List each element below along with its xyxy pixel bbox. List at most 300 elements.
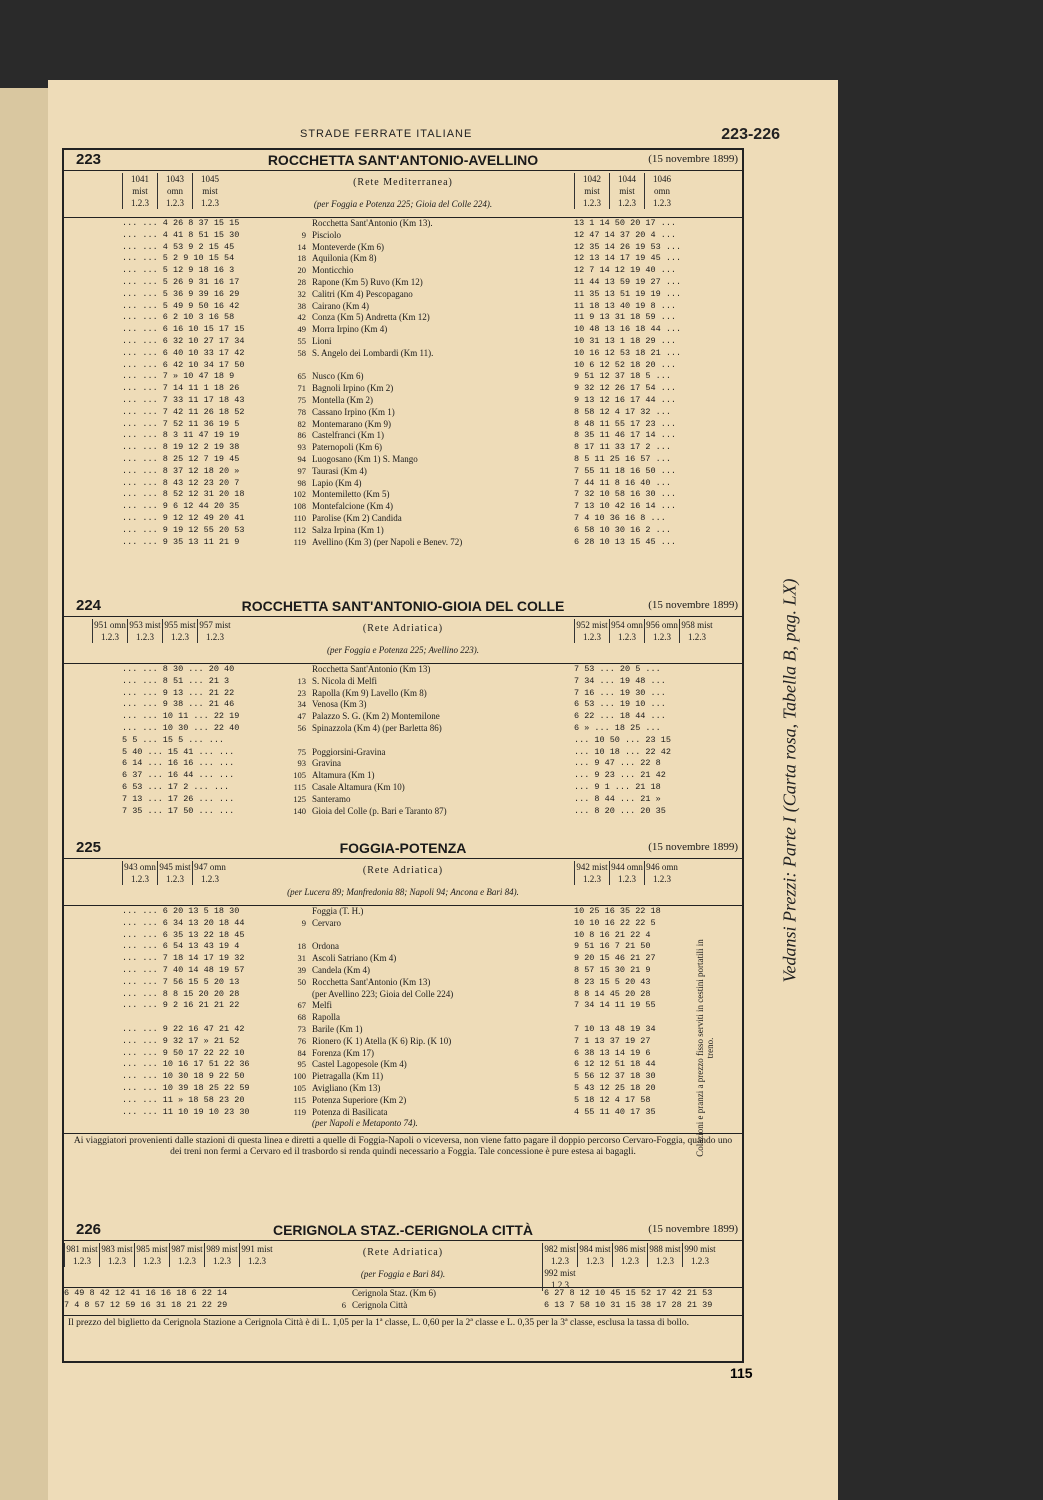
train-number: 943 omn 1.2.3: [122, 861, 157, 885]
right-train-numbers: [574, 619, 714, 643]
timetable-row: [62, 277, 744, 289]
left-times: 7 35 ... 17 50 ... ...: [122, 805, 235, 816]
distance-km: 86: [297, 430, 306, 441]
station-name: Gravina: [312, 758, 341, 769]
train-number: 954 omn 1.2.3: [609, 619, 644, 643]
right-times: 8 23 15 5 20 43: [574, 976, 651, 987]
section-223: [62, 150, 744, 548]
distance-km: 67: [297, 1000, 306, 1011]
section-226: [62, 1220, 744, 1331]
network-name: (Rete Mediterranea): [353, 177, 453, 188]
timetable-row: [62, 1000, 744, 1012]
left-times: ... ... 6 54 13 43 19 4: [122, 941, 240, 952]
right-times: 7 53 ... 20 5 ...: [574, 664, 661, 674]
section-header: [62, 596, 744, 617]
right-times: 7 13 10 42 16 14 ...: [574, 501, 677, 512]
right-times: 12 35 14 26 19 53 ...: [574, 241, 682, 252]
station-name: Taurasi (Km 4): [312, 465, 367, 476]
timetable-row: [62, 454, 744, 466]
distance-km: 115: [293, 781, 306, 792]
distance-km: 76: [297, 1035, 306, 1046]
left-times: ... ... 6 40 10 33 17 42: [122, 347, 245, 358]
section-date: (15 novembre 1899): [648, 1223, 738, 1235]
station-name: Casale Altamura (Km 10): [312, 781, 405, 792]
distance-km: 38: [297, 300, 306, 311]
left-train-numbers: [122, 861, 227, 885]
station-name: Castelfranci (Km 1): [312, 430, 384, 441]
right-times: 7 10 13 48 19 34: [574, 1023, 656, 1034]
header-title: STRADE FERRATE ITALIANE: [300, 128, 473, 140]
section-title: ROCCHETTA SANT'ANTONIO-GIOIA DEL COLLE: [241, 598, 565, 614]
train-number: 951 omn 1.2.3: [92, 619, 127, 643]
right-times: 10 31 13 1 18 29 ...: [574, 335, 677, 346]
timetable-row: [62, 930, 744, 942]
right-times: 8 48 11 55 17 23 ...: [574, 418, 677, 429]
timetable-row: [62, 1036, 744, 1048]
station-name: Gioia del Colle (p. Bari e Taranto 87): [312, 805, 447, 816]
distance-km: 75: [297, 746, 306, 757]
station-name: Luogosano (Km 1) S. Mango: [312, 453, 418, 464]
timetable-row: [62, 918, 744, 930]
header-range: 223-226: [721, 126, 780, 143]
right-times: 5 43 12 25 18 20: [574, 1082, 656, 1093]
station-name: Monticchio: [312, 265, 354, 276]
right-times: 7 16 ... 19 30 ...: [574, 687, 666, 698]
station-name: Cairano (Km 4): [312, 300, 369, 311]
left-times: ... ... 9 32 17 » 21 52: [122, 1035, 240, 1046]
station-name: Morra Irpino (Km 4): [312, 324, 388, 335]
distance-km: 18: [297, 941, 306, 952]
distance-km: 6: [341, 1299, 346, 1310]
right-times: 7 1 13 37 19 27: [574, 1035, 651, 1046]
distance-km: 49: [297, 324, 306, 335]
right-train-numbers: [574, 173, 679, 209]
right-times: 8 35 11 46 17 14 ...: [574, 430, 677, 441]
station-name: Cervaro: [312, 917, 341, 928]
distance-km: 32: [297, 288, 306, 299]
timetable-row: [62, 489, 744, 501]
timetable-row: [62, 348, 744, 360]
distance-km: 100: [293, 1071, 306, 1082]
station-name: Salza Irpina (Km 1): [312, 524, 384, 535]
train-number: 955 mist 1.2.3: [162, 619, 197, 643]
distance-km: 94: [297, 453, 306, 464]
left-times: ... ... 6 16 10 15 17 15: [122, 324, 245, 335]
right-times: 9 51 16 7 21 50: [574, 941, 651, 952]
distance-km: 31: [297, 953, 306, 964]
timetable-row: [62, 419, 744, 431]
right-times: 11 18 13 40 19 8 ...: [574, 300, 677, 311]
right-times: 8 57 15 30 21 9: [574, 964, 651, 975]
station-name: Palazzo S. G. (Km 2) Montemilone: [312, 711, 440, 722]
station-name: Montemarano (Km 9): [312, 418, 391, 429]
left-times: 6 37 ... 16 44 ... ...: [122, 770, 235, 781]
meal-service-note: [690, 938, 720, 1168]
timetable-row: [62, 782, 744, 794]
timetable-row: [62, 371, 744, 383]
distance-km: 14: [297, 241, 306, 252]
station-name: Bagnoli Irpino (Km 2): [312, 383, 394, 394]
network-name: (Rete Adriatica): [362, 1247, 444, 1258]
left-times: ... ... 9 13 ... 21 22: [122, 687, 235, 698]
right-times: 9 32 12 26 17 54 ...: [574, 383, 677, 394]
left-times: ... ... 5 12 9 18 16 3: [122, 265, 235, 276]
left-times: ... ... 9 2 16 21 21 22: [122, 1000, 240, 1011]
station-name: Santeramo: [312, 793, 351, 804]
connection-note: (per Foggia e Potenza 225; Gioia del Colle 224).: [313, 199, 493, 209]
left-times: ... ... 6 42 10 34 17 50: [122, 359, 245, 370]
left-times: ... ... 7 18 14 17 19 32: [122, 953, 245, 964]
left-times: ... ... 6 20 13 5 18 30: [122, 906, 240, 916]
station-name: Spinazzola (Km 4) (per Barletta 86): [312, 722, 442, 733]
distance-km: 47: [297, 711, 306, 722]
right-times: 5 56 12 37 18 30: [574, 1071, 656, 1082]
right-times: 11 35 13 51 19 19 ...: [574, 288, 682, 299]
right-times: 6 22 ... 18 44 ...: [574, 711, 666, 722]
right-times: 6 38 13 14 19 6: [574, 1047, 651, 1058]
station-name: Cerignola Staz. (Km 6): [352, 1288, 436, 1298]
distance-km: 115: [293, 1094, 306, 1105]
right-times: 10 8 16 21 22 4: [574, 929, 651, 940]
column-header: [62, 617, 744, 664]
left-train-numbers: [92, 619, 232, 643]
side-note-text: Vedansi Prezzi: Parte I (Carta rosa, Tabella B, pag. LX): [779, 578, 800, 983]
station-name: Montella (Km 2): [312, 394, 373, 405]
distance-km: 82: [297, 418, 306, 429]
meal-service-text: Colazioni e pranzi a prezzo fisso serviti in cestini portatili in treno.: [695, 939, 715, 1157]
station-name: Lapio (Km 4): [312, 477, 362, 488]
left-train-numbers: [122, 173, 227, 209]
timetable-row: [62, 525, 744, 537]
timetable-row: [62, 941, 744, 953]
section-title: ROCCHETTA SANT'ANTONIO-AVELLINO: [267, 152, 539, 168]
left-times: ... ... 9 35 13 11 21 9: [122, 536, 240, 547]
section-number: 225: [76, 839, 102, 856]
left-times: ... ... 10 11 ... 22 19: [122, 711, 240, 722]
right-times: 7 34 14 11 19 55: [574, 1000, 656, 1011]
station-name: Aquilonia (Km 8): [312, 253, 377, 264]
left-times: ... ... 10 16 17 51 22 36: [122, 1059, 250, 1070]
left-times: ... ... 7 14 11 1 18 26: [122, 383, 240, 394]
left-times: ... ... 5 2 9 10 15 54: [122, 253, 235, 264]
distance-km: 55: [297, 335, 306, 346]
left-train-numbers: [64, 1243, 274, 1267]
timetable-row: [62, 688, 744, 700]
right-times: 6 58 10 30 16 2 ...: [574, 524, 671, 535]
left-times: 5 5 ... 15 5 ... ...: [122, 734, 225, 745]
distance-km: 42: [297, 312, 306, 323]
left-times: ... ... 8 37 12 18 20 »: [122, 465, 240, 476]
timetable-row: [62, 699, 744, 711]
train-number: 988 mist 1.2.3: [647, 1243, 682, 1267]
left-times: ... ... 7 40 14 48 19 57: [122, 964, 245, 975]
right-times: 6 53 ... 19 10 ...: [574, 699, 666, 710]
distance-km: 18: [297, 253, 306, 264]
station-name: Monteverde (Km 6): [312, 241, 384, 252]
train-number: 1045 mist 1.2.3: [192, 173, 227, 209]
right-train-numbers: [574, 861, 679, 885]
timetable-row: [62, 723, 744, 735]
right-times: 8 5 11 25 16 57 ...: [574, 453, 671, 464]
section-footnote: Ai viaggiatori provenienti dalle stazioni di questa linea e diretti a quelle di Foggia-Napoli o viceversa, non viene fatto pagare il doppio percorso Cervaro-Foggia, quando uno dei treni non fermi a Cervaro ed il trasbordo si renda quindi necessario a Foggia. Tale concessione è pure estesa ai bagagli.: [62, 1133, 744, 1160]
timetable-row: [62, 953, 744, 965]
train-number: 958 mist 1.2.3: [679, 619, 714, 643]
section-title: FOGGIA-POTENZA: [339, 840, 467, 856]
column-header: [62, 1241, 744, 1288]
left-times: ... ... 11 » 18 58 23 20: [122, 1094, 245, 1105]
distance-km: 23: [297, 687, 306, 698]
right-train-numbers: [542, 1243, 744, 1291]
left-times: 7 4 8 57 12 59 16 31 18 21 22 29: [64, 1299, 228, 1310]
right-times: 7 4 10 36 16 8 ...: [574, 512, 666, 523]
train-number: 985 mist 1.2.3: [134, 1243, 169, 1267]
train-number: 952 mist 1.2.3: [574, 619, 609, 643]
right-times: ... 8 44 ... 21 »: [574, 793, 661, 804]
left-times: ... ... 8 25 12 7 19 45: [122, 453, 240, 464]
right-times: 7 32 10 58 16 30 ...: [574, 489, 677, 500]
section-number: 226: [76, 1221, 102, 1238]
left-times: ... ... 8 52 12 31 20 18: [122, 489, 245, 500]
section-title: CERIGNOLA STAZ.-CERIGNOLA CITTÀ: [272, 1222, 534, 1238]
distance-km: 9: [301, 229, 306, 240]
right-times: 7 55 11 18 16 50 ...: [574, 465, 677, 476]
timetable-row: [62, 1048, 744, 1060]
train-number: 956 omn 1.2.3: [644, 619, 679, 643]
station-name: Avellino (Km 3) (per Napoli e Benev. 72): [312, 536, 463, 547]
station-name: Ordona: [312, 941, 339, 952]
left-times: ... ... 6 34 13 20 18 44: [122, 917, 245, 928]
distance-km: 125: [293, 793, 306, 804]
right-times: 13 1 14 50 20 17 ...: [574, 218, 677, 228]
timetable-row: [62, 758, 744, 770]
left-times: 7 13 ... 17 26 ... ...: [122, 793, 235, 804]
right-times: 5 18 12 4 17 58: [574, 1094, 651, 1105]
right-times: 11 44 13 59 19 27 ...: [574, 276, 682, 287]
timetable-row: [62, 478, 744, 490]
timetable-row: [62, 1083, 744, 1095]
distance-km: 78: [297, 406, 306, 417]
left-times: ... ... 8 19 12 2 19 38: [122, 442, 240, 453]
right-times: 10 48 13 16 18 44 ...: [574, 324, 682, 335]
left-times: ... ... 9 19 12 55 20 53: [122, 524, 245, 535]
page-number: 115: [730, 1365, 753, 1381]
column-header: [62, 171, 744, 218]
right-times: 12 47 14 37 20 4 ...: [574, 229, 677, 240]
distance-km: 105: [293, 1082, 306, 1093]
station-name: Rocchetta Sant'Antonio (Km 13).: [312, 218, 433, 228]
timetable-row: [62, 324, 744, 336]
distance-km: 93: [297, 758, 306, 769]
section-date: (15 novembre 1899): [648, 841, 738, 853]
train-number: 981 mist 1.2.3: [64, 1243, 99, 1267]
right-times: 10 6 12 52 18 20 ...: [574, 359, 677, 370]
train-number: 990 mist 1.2.3: [682, 1243, 717, 1267]
left-times: 6 53 ... 17 2 ... ...: [122, 781, 230, 792]
distance-km: 105: [293, 770, 306, 781]
left-times: ... ... 10 30 ... 22 40: [122, 722, 240, 733]
left-times: 6 14 ... 16 16 ... ...: [122, 758, 235, 769]
right-times: ... 9 23 ... 21 42: [574, 770, 666, 781]
right-times: 9 51 12 37 18 5 ...: [574, 371, 671, 382]
right-times: 9 20 15 46 21 27: [574, 953, 656, 964]
station-name: Melfi: [312, 1000, 332, 1011]
timetable-row: [62, 906, 744, 918]
station-name: Paternopoli (Km 6): [312, 442, 382, 453]
left-times: ... ... 7 42 11 26 18 52: [122, 406, 245, 417]
right-times: 12 7 14 12 19 40 ...: [574, 265, 677, 276]
station-name: Castel Lagopesole (Km 4): [312, 1059, 407, 1070]
station-name: Rapolla: [312, 1012, 340, 1023]
distance-km: 102: [293, 489, 306, 500]
right-times: 11 9 13 31 18 59 ...: [574, 312, 677, 323]
side-note: [770, 380, 810, 1200]
timetable-row: [62, 1288, 744, 1300]
distance-km: 58: [297, 347, 306, 358]
station-name: Pietragalla (Km 11): [312, 1071, 384, 1082]
right-times: 12 13 14 17 19 45 ...: [574, 253, 682, 264]
left-times: ... ... 6 32 10 27 17 34: [122, 335, 245, 346]
left-times: ... ... 9 6 12 44 20 35: [122, 501, 240, 512]
timetable-row: [62, 265, 744, 277]
timetable-row: [62, 989, 744, 1001]
timetable-row: [62, 301, 744, 313]
timetable-row: [62, 289, 744, 301]
section-225: [62, 838, 744, 1160]
distance-km: 50: [297, 976, 306, 987]
right-times: 6 » ... 18 25 ...: [574, 722, 661, 733]
distance-km: 75: [297, 394, 306, 405]
left-times: 6 49 8 42 12 41 16 16 18 6 22 14: [64, 1288, 228, 1298]
distance-km: 71: [297, 383, 306, 394]
station-name: Pisciolo: [312, 229, 342, 240]
train-number: 1044 mist 1.2.3: [609, 173, 644, 209]
right-times: 8 8 14 45 20 28: [574, 988, 651, 999]
left-times: ... ... 8 43 12 23 20 7: [122, 477, 240, 488]
station-name: Rapolla (Km 9) Lavello (Km 8): [312, 687, 427, 698]
left-times: ... ... 9 38 ... 21 46: [122, 699, 235, 710]
station-name: Montemiletto (Km 5): [312, 489, 390, 500]
train-number: 989 mist 1.2.3: [204, 1243, 239, 1267]
distance-km: 56: [297, 722, 306, 733]
left-times: ... ... 8 3 11 47 19 19: [122, 430, 240, 441]
right-times: 4 55 11 40 17 35: [574, 1106, 656, 1117]
left-times: ... ... 7 » 10 47 18 9: [122, 371, 235, 382]
right-times: 6 12 12 51 18 44: [574, 1059, 656, 1070]
train-number: 986 mist 1.2.3: [612, 1243, 647, 1267]
station-name: Rocchetta Sant'Antonio (Km 13): [312, 664, 431, 674]
station-name: Altamura (Km 1): [312, 770, 375, 781]
timetable-row: [62, 253, 744, 265]
distance-km: 140: [293, 805, 306, 816]
connection-note: (per Lucera 89; Manfredonia 88; Napoli 94; Ancona e Bari 84).: [287, 887, 519, 897]
timetable-row: [62, 1095, 744, 1107]
right-times: ... 9 47 ... 22 8: [574, 758, 661, 769]
left-page-edge: [0, 88, 50, 1500]
station-name: S. Angelo dei Lombardi (Km 11).: [312, 347, 434, 358]
left-times: ... ... 10 30 18 9 22 50: [122, 1071, 245, 1082]
train-number: 991 mist 1.2.3: [239, 1243, 274, 1267]
right-times: 7 34 ... 19 48 ...: [574, 675, 666, 686]
after-note-text: (per Napoli e Metaponto 74).: [312, 1118, 418, 1129]
timetable-row: [62, 407, 744, 419]
distance-km: 93: [297, 442, 306, 453]
train-number: 983 mist 1.2.3: [99, 1243, 134, 1267]
timetable-row: [62, 442, 744, 454]
distance-km: 73: [297, 1023, 306, 1034]
timetable-row: [62, 747, 744, 759]
timetable-row: [62, 430, 744, 442]
section-date: (15 novembre 1899): [648, 153, 738, 165]
timetable-row: [62, 336, 744, 348]
right-times: 6 28 10 13 15 45 ...: [574, 536, 677, 547]
timetable-row: [62, 218, 744, 230]
timetable-row: [62, 395, 744, 407]
left-times: ... ... 7 56 15 5 20 13: [122, 976, 240, 987]
distance-km: 39: [297, 964, 306, 975]
station-name: Cerignola Città: [352, 1299, 408, 1310]
timetable-row: [62, 977, 744, 989]
left-times: 5 40 ... 15 41 ... ...: [122, 746, 235, 757]
distance-km: 119: [293, 536, 306, 547]
timetable-row: [62, 1107, 744, 1119]
distance-km: 95: [297, 1059, 306, 1070]
timetable-row: [62, 806, 744, 818]
train-number: 953 mist 1.2.3: [127, 619, 162, 643]
train-number: 1046 omn 1.2.3: [644, 173, 679, 209]
left-times: ... ... 4 53 9 2 15 45: [122, 241, 235, 252]
station-name: Rionero (K 1) Atella (K 6) Rip. (K 10): [312, 1035, 452, 1046]
left-times: ... ... 6 35 13 22 18 45: [122, 929, 245, 940]
right-times: 6 13 7 58 10 31 15 38 17 28 21 39: [544, 1299, 713, 1310]
station-name: Forenza (Km 17): [312, 1047, 374, 1058]
section-224: [62, 596, 744, 817]
train-number: 982 mist 1.2.3: [542, 1243, 577, 1267]
section-number: 223: [76, 151, 102, 168]
section-footnote: Il prezzo del biglietto da Cerignola Stazione a Cerignola Città è di L. 1,05 per la 1ª classe, L. 0,60 per la 2ª classe e L. 0,35 per la 3ª classe, esclusa la tassa di bollo.: [62, 1315, 744, 1331]
right-times: 8 58 12 4 17 32 ...: [574, 406, 671, 417]
timetable-row: [62, 1012, 744, 1024]
timetable-row: [62, 513, 744, 525]
connection-note: (per Foggia e Bari 84).: [360, 1269, 446, 1279]
timetable-row: [62, 312, 744, 324]
timetable-row: [62, 242, 744, 254]
distance-km: 108: [293, 501, 306, 512]
left-times: ... ... 7 52 11 36 19 5: [122, 418, 240, 429]
timetable-row: [62, 676, 744, 688]
timetable-row: [62, 965, 744, 977]
right-times: 8 17 11 33 17 2 ...: [574, 442, 671, 453]
station-name: Barile (Km 1): [312, 1023, 363, 1034]
timetable-row: [62, 711, 744, 723]
train-number: 944 omn 1.2.3: [609, 861, 644, 885]
left-times: ... ... 5 36 9 39 16 29: [122, 288, 240, 299]
station-name: Poggiorsini-Gravina: [312, 746, 386, 757]
station-name: Nusco (Km 6): [312, 371, 364, 382]
left-times: ... ... 9 12 12 49 20 41: [122, 512, 245, 523]
train-number: 1041 mist 1.2.3: [122, 173, 157, 209]
right-times: ... 8 20 ... 20 35: [574, 805, 666, 816]
column-header: [62, 859, 744, 906]
right-times: 10 25 16 35 22 18: [574, 906, 661, 916]
right-times: 6 27 8 12 10 45 15 52 17 42 21 53: [544, 1288, 713, 1298]
station-name: (per Avellino 223; Gioia del Colle 224): [312, 988, 454, 999]
right-times: ... 10 50 ... 23 15: [574, 734, 671, 745]
station-name: Venosa (Km 3): [312, 699, 367, 710]
timetable-row: [62, 501, 744, 513]
station-name: Avigliano (Km 13): [312, 1082, 381, 1093]
section-header: [62, 1220, 744, 1241]
train-number: 945 mist 1.2.3: [157, 861, 192, 885]
